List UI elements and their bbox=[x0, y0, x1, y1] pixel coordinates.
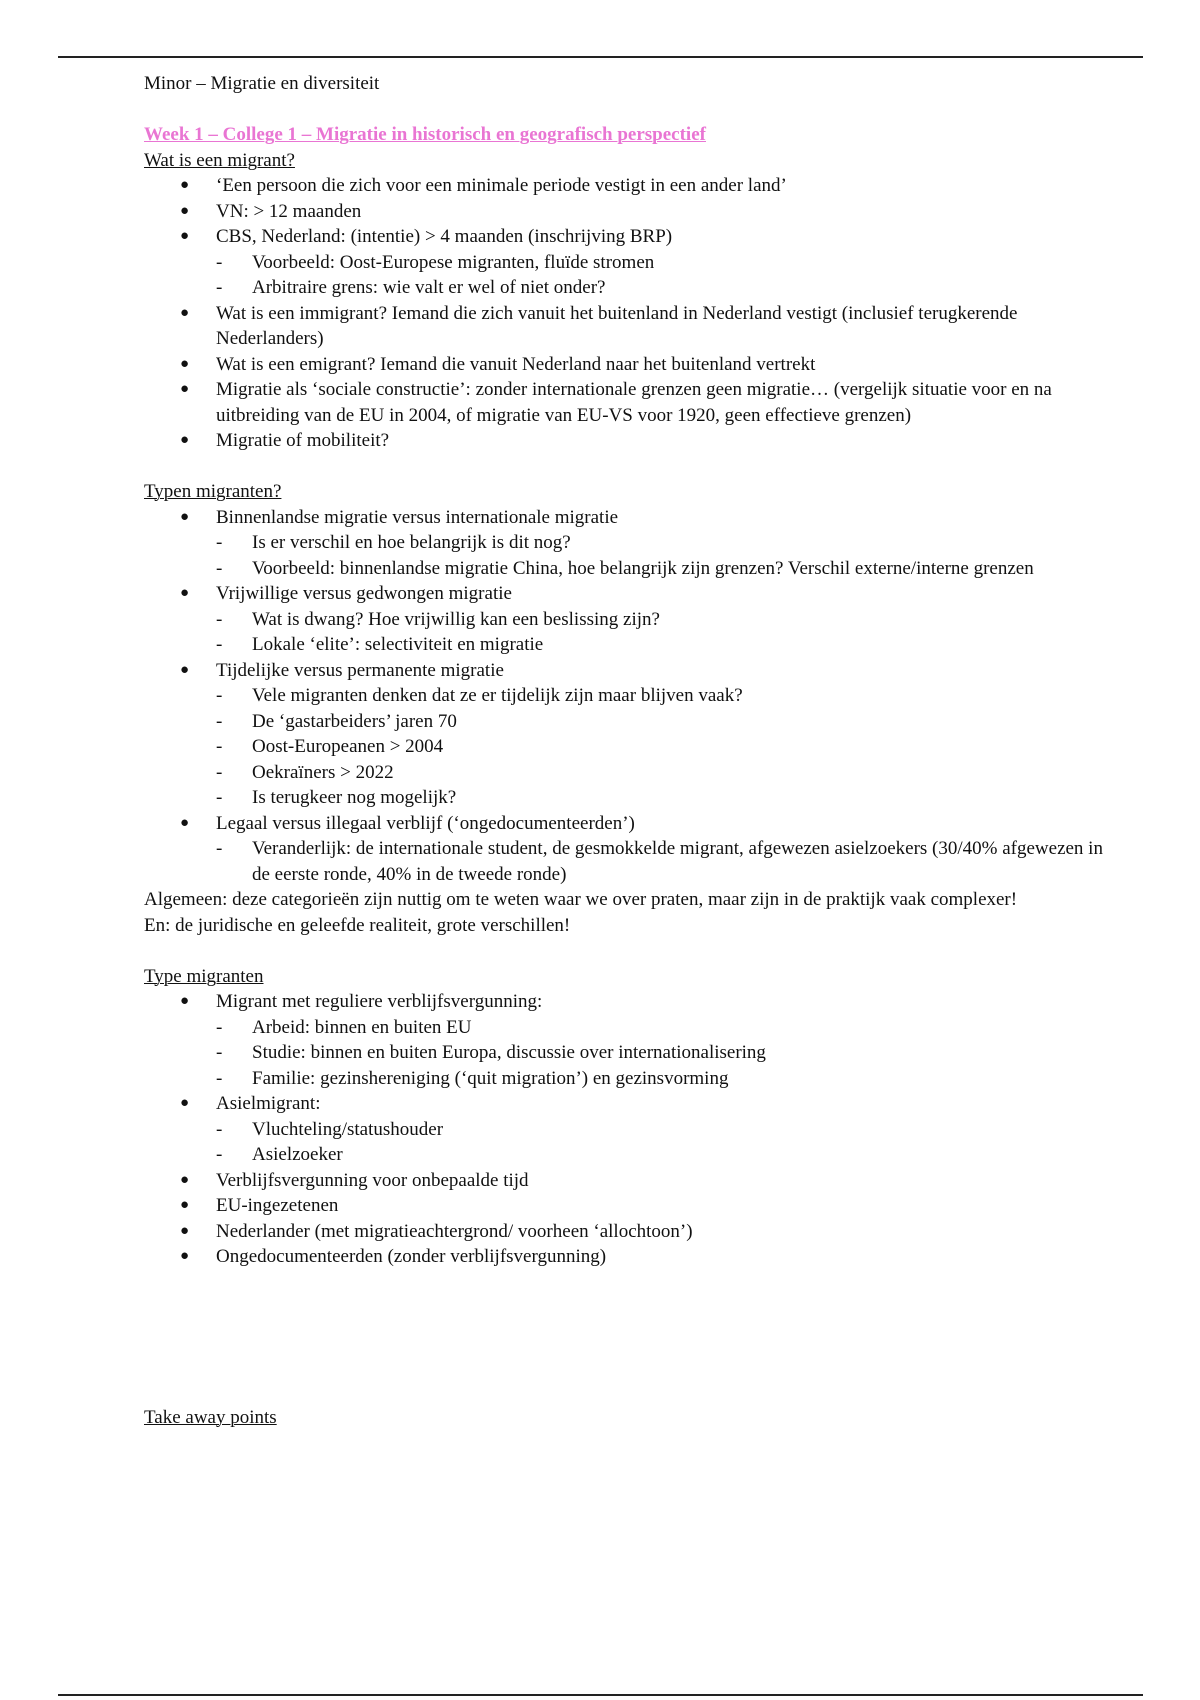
dash-icon: - bbox=[216, 1118, 223, 1140]
sub-list-item-text: Is terugkeer nog mogelijk? bbox=[252, 787, 457, 808]
list-item-text: EU-ingezetenen bbox=[216, 1195, 339, 1216]
sub-list-item bbox=[216, 607, 1104, 633]
list-item-text: Wat is een immigrant? Iemand die zich vanuit het buitenland in Nederland vestigt (inclusief terugkerende Nederlanders) bbox=[216, 302, 1018, 349]
list-item bbox=[144, 1193, 1104, 1219]
list-item-text: Asielmigrant: bbox=[216, 1093, 321, 1114]
section-heading-wat-is-een-migrant: Wat is een migrant? bbox=[144, 149, 295, 171]
section-heading-take-away-points: Take away points bbox=[144, 1406, 277, 1428]
dash-icon: - bbox=[216, 710, 223, 732]
section-heading-typen-migranten: Typen migranten? bbox=[144, 481, 282, 502]
dash-icon: - bbox=[216, 838, 223, 859]
list-item bbox=[144, 811, 1104, 888]
bullet-icon: ● bbox=[180, 228, 190, 244]
list-typen-migranten bbox=[144, 505, 1104, 888]
sub-list-item-text: Familie: gezinshereniging (‘quit migration’) en gezinsvorming bbox=[252, 1067, 729, 1089]
list-item bbox=[144, 505, 1104, 582]
sub-list bbox=[216, 836, 1104, 887]
dash-icon: - bbox=[216, 685, 223, 706]
dash-icon: - bbox=[216, 277, 223, 298]
bullet-icon: ● bbox=[180, 202, 190, 219]
footer-rule bbox=[58, 1694, 1143, 1696]
header-rule bbox=[58, 56, 1143, 58]
list-item-text: Binnenlandse migratie versus internationale migratie bbox=[216, 506, 619, 528]
bullet-icon: ● bbox=[180, 661, 190, 678]
sub-list bbox=[216, 1117, 1104, 1168]
list-item bbox=[144, 989, 1104, 1091]
list-item-text: Migratie als ‘sociale constructie’: zonder internationale grenzen geen migratie… (vergelijk situatie voor en na uitbreiding van de EU in 2004, of migratie van EU-VS voor 1920, geen effectieve grenzen) bbox=[216, 379, 1052, 426]
dash-icon: - bbox=[216, 736, 223, 757]
dash-icon: - bbox=[216, 251, 223, 273]
sub-list-item-text: Arbitraire grens: wie valt er wel of niet onder? bbox=[252, 277, 606, 298]
sub-list bbox=[216, 1015, 1104, 1092]
and-note: En: de juridische en geleefde realiteit, grote verschillen! bbox=[144, 914, 571, 936]
sub-list bbox=[216, 250, 1104, 301]
list-item-text: ‘Een persoon die zich voor een minimale periode vestigt in een ander land’ bbox=[216, 175, 787, 196]
list-item bbox=[144, 581, 1104, 658]
list-item-text: Tijdelijke versus permanente migratie bbox=[216, 659, 504, 681]
sub-list-item bbox=[216, 1066, 1104, 1092]
bullet-icon: ● bbox=[180, 814, 190, 831]
list-item bbox=[144, 377, 1104, 428]
week-title: Week 1 – College 1 – Migratie in historisch en geografisch perspectief bbox=[144, 124, 706, 145]
bullet-icon: ● bbox=[180, 1248, 190, 1264]
sub-list-item bbox=[216, 1040, 1104, 1066]
dash-icon: - bbox=[216, 787, 223, 808]
sub-list-item bbox=[216, 1015, 1104, 1041]
bullet-icon: ● bbox=[180, 1222, 190, 1239]
sub-list-item-text: Asielzoeker bbox=[252, 1144, 343, 1165]
sub-list-item bbox=[216, 556, 1104, 582]
sub-list-item bbox=[216, 250, 1104, 276]
dash-icon: - bbox=[216, 1067, 223, 1089]
dash-icon: - bbox=[216, 1042, 223, 1063]
list-wat-is-een-migrant bbox=[144, 173, 1104, 454]
sub-list-item bbox=[216, 836, 1104, 887]
dash-icon: - bbox=[216, 532, 223, 553]
sub-list-item-text: Voorbeeld: binnenlandse migratie China, hoe belangrijk zijn grenzen? Verschil externe/interne grenzen bbox=[252, 557, 1034, 579]
list-item bbox=[144, 224, 1104, 301]
bullet-icon: ● bbox=[180, 1197, 190, 1213]
sub-list-item-text: Is er verschil en hoe belangrijk is dit nog? bbox=[252, 532, 571, 553]
list-item-text: Migrant met reguliere verblijfsvergunning: bbox=[216, 991, 543, 1012]
list-item bbox=[144, 428, 1104, 454]
list-item-text: CBS, Nederland: (intentie) > 4 maanden (inschrijving BRP) bbox=[216, 226, 673, 247]
list-item-text: Migratie of mobiliteit? bbox=[216, 430, 390, 451]
list-item bbox=[144, 352, 1104, 378]
sub-list-item bbox=[216, 1142, 1104, 1168]
dash-icon: - bbox=[216, 1144, 223, 1165]
bullet-icon: ● bbox=[180, 355, 190, 372]
sub-list-item bbox=[216, 275, 1104, 301]
list-item-text: Verblijfsvergunning voor onbepaalde tijd bbox=[216, 1169, 529, 1191]
sub-list-item-text: Lokale ‘elite’: selectiviteit en migratie bbox=[252, 634, 544, 655]
sub-list-item-text: Veranderlijk: de internationale student, de gesmokkelde migrant, afgewezen asielzoekers (30/40% afgewezen in de eerste ronde, 40% in de tweede ronde) bbox=[252, 838, 1103, 885]
sub-list-item-text: Studie: binnen en buiten Europa, discussie over internationalisering bbox=[252, 1042, 766, 1063]
dash-icon: - bbox=[216, 557, 223, 579]
sub-list-item bbox=[216, 683, 1104, 709]
sub-list-item bbox=[216, 709, 1104, 735]
dash-icon: - bbox=[216, 1016, 223, 1038]
bullet-icon: ● bbox=[180, 304, 190, 321]
list-item bbox=[144, 1091, 1104, 1168]
sub-list bbox=[216, 530, 1104, 581]
list-item-text: Legaal versus illegaal verblijf (‘ongedocumenteerden’) bbox=[216, 812, 635, 834]
list-item-text: Nederlander (met migratieachtergrond/ voorheen ‘allochtoon’) bbox=[216, 1220, 693, 1242]
sub-list-item-text: Vluchteling/statushouder bbox=[252, 1118, 444, 1140]
sub-list-item bbox=[216, 734, 1104, 760]
list-item bbox=[144, 1219, 1104, 1245]
dash-icon: - bbox=[216, 634, 223, 655]
list-item bbox=[144, 658, 1104, 811]
bullet-icon: ● bbox=[180, 432, 190, 448]
sub-list-item-text: Vele migranten denken dat ze er tijdelijk zijn maar blijven vaak? bbox=[252, 685, 743, 706]
sub-list-item bbox=[216, 760, 1104, 786]
sub-list-item-text: Voorbeeld: Oost-Europese migranten, fluïde stromen bbox=[252, 251, 655, 273]
dash-icon: - bbox=[216, 761, 223, 783]
list-item bbox=[144, 1168, 1104, 1194]
section-heading-type-migranten: Type migranten bbox=[144, 965, 264, 987]
sub-list-item bbox=[216, 530, 1104, 556]
sub-list-item-text: Wat is dwang? Hoe vrijwillig kan een beslissing zijn? bbox=[252, 608, 660, 630]
dash-icon: - bbox=[216, 608, 223, 630]
sub-list-item bbox=[216, 632, 1104, 658]
document-body bbox=[144, 71, 1104, 1430]
sub-list-item-text: De ‘gastarbeiders’ jaren 70 bbox=[252, 710, 457, 732]
bullet-icon: ● bbox=[180, 1095, 190, 1111]
list-type-migranten bbox=[144, 989, 1104, 1270]
list-item-text: VN: > 12 maanden bbox=[216, 200, 362, 222]
list-item bbox=[144, 199, 1104, 225]
list-item-text: Vrijwillige versus gedwongen migratie bbox=[216, 583, 512, 604]
sub-list-item bbox=[216, 785, 1104, 811]
sub-list-item-text: Arbeid: binnen en buiten EU bbox=[252, 1016, 472, 1038]
list-item-text: Wat is een emigrant? Iemand die vanuit Nederland naar het buitenland vertrekt bbox=[216, 353, 816, 375]
sub-list-item-text: Oekraïners > 2022 bbox=[252, 761, 394, 783]
bullet-icon: ● bbox=[180, 381, 190, 397]
document-header: Minor – Migratie en diversiteit bbox=[144, 73, 380, 94]
sub-list-item bbox=[216, 1117, 1104, 1143]
list-item bbox=[144, 301, 1104, 352]
list-item-text: Ongedocumenteerden (zonder verblijfsvergunning) bbox=[216, 1246, 607, 1267]
sub-list-item-text: Oost-Europeanen > 2004 bbox=[252, 736, 444, 757]
bullet-icon: ● bbox=[180, 993, 190, 1009]
list-item bbox=[144, 173, 1104, 199]
list-item bbox=[144, 1244, 1104, 1270]
sub-list bbox=[216, 683, 1104, 811]
bullet-icon: ● bbox=[180, 585, 190, 601]
sub-list bbox=[216, 607, 1104, 658]
bullet-icon: ● bbox=[180, 508, 190, 525]
bullet-icon: ● bbox=[180, 177, 190, 193]
general-note: Algemeen: deze categorieën zijn nuttig om te weten waar we over praten, maar zijn in de praktijk vaak complexer! bbox=[144, 889, 1018, 910]
bullet-icon: ● bbox=[180, 1171, 190, 1188]
